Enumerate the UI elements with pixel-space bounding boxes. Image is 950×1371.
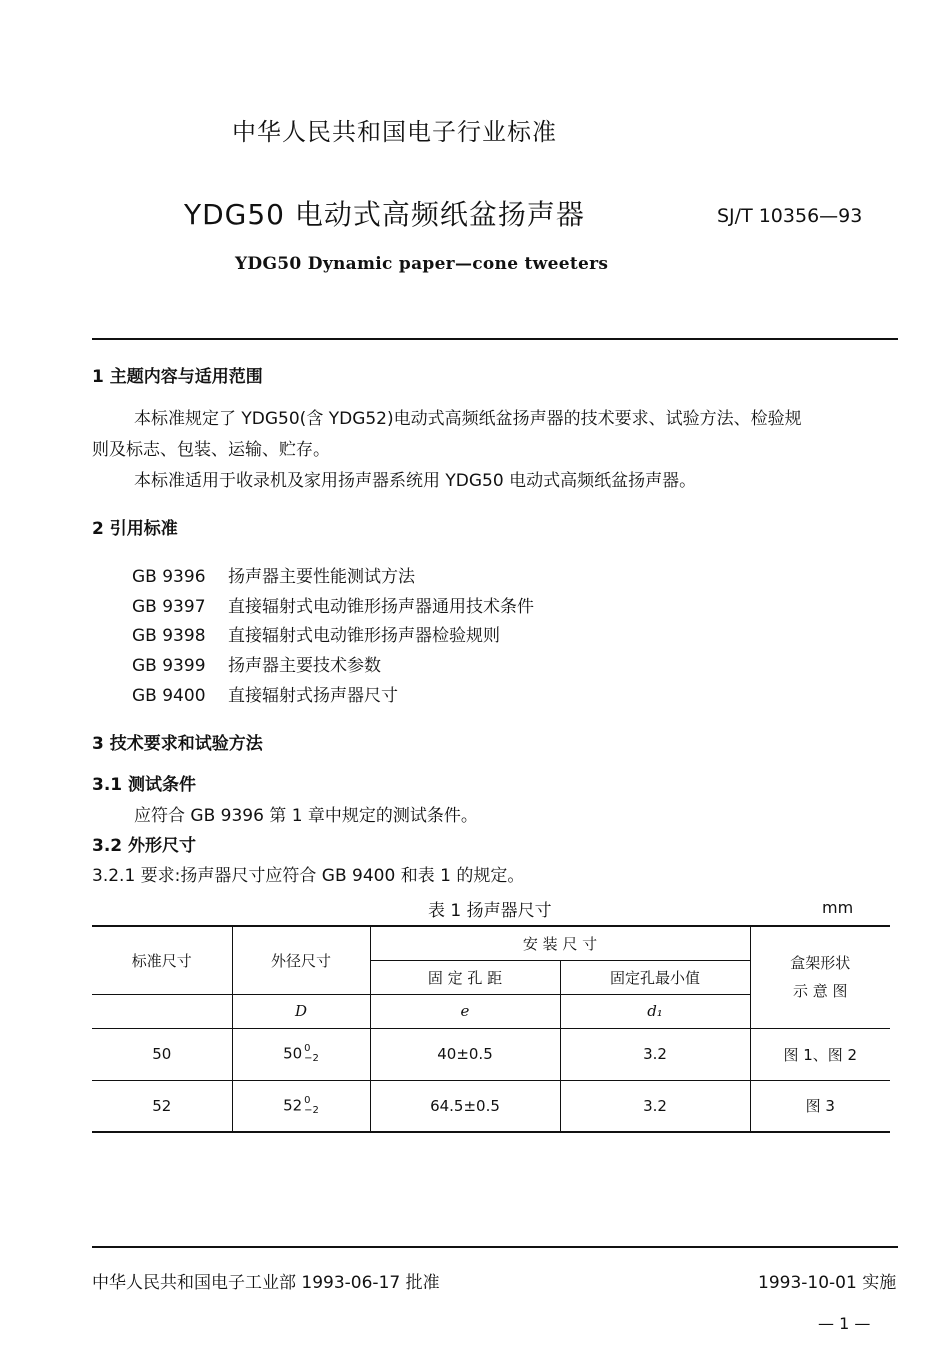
reference-title: 直接辐射式扬声器尺寸: [228, 686, 398, 706]
reference-code: GB 9398: [132, 626, 206, 646]
tolerance-lower: −2: [304, 1053, 319, 1064]
section-3-1-text: 应符合 GB 9396 第 1 章中规定的测试条件。: [134, 806, 478, 826]
cell-hole-min: 3.2: [560, 1080, 750, 1132]
header-mounting-dimensions: 安 装 尺 寸: [370, 926, 750, 960]
header-hole-pitch: 固 定 孔 距: [370, 960, 560, 994]
header-frame-shape-line-2: 示 意 图: [792, 982, 848, 1001]
header-std-size-blank: [92, 994, 232, 1028]
header-frame-shape: [750, 926, 890, 1028]
section-3-2-1-text: 3.2.1 要求:扬声器尺寸应符合 GB 9400 和表 1 的规定。: [92, 866, 525, 886]
reference-row: [132, 651, 381, 676]
section-1-para-1-line-2: 则及标志、包装、运输、贮存。: [92, 440, 330, 460]
top-rule: [92, 338, 898, 340]
section-1-para-2: 本标准适用于收录机及家用扬声器系统用 YDG50 电动式高频纸盆扬声器。: [134, 471, 697, 491]
reference-title: 直接辐射式电动锥形扬声器检验规则: [228, 626, 500, 646]
reference-row: [132, 562, 415, 587]
tolerance: [304, 1096, 319, 1116]
section-1-heading: 1 主题内容与适用范围: [92, 367, 263, 387]
reference-code: GB 9399: [132, 656, 206, 676]
section-1-para-1-line-1: 本标准规定了 YDG50(含 YDG52)电动式高频纸盆扬声器的技术要求、试验方法、检验规: [134, 409, 802, 429]
cell-std: 52: [92, 1080, 232, 1132]
english-title: YDG50 Dynamic paper—cone tweeters: [235, 254, 609, 274]
cell-D-value: 52: [283, 1096, 303, 1115]
tolerance: [304, 1044, 319, 1064]
reference-code: GB 9397: [132, 597, 206, 617]
section-3-2-heading: 3.2 外形尺寸: [92, 836, 197, 856]
header-std-size: 标准尺寸: [92, 926, 232, 994]
symbol-e: e: [370, 994, 560, 1028]
reference-row: [132, 621, 500, 646]
reference-title: 直接辐射式电动锥形扬声器通用技术条件: [228, 597, 534, 617]
cell-hole-pitch: 40±0.5: [370, 1028, 560, 1080]
effective-date: 1993-10-01 实施: [758, 1273, 897, 1293]
symbol-d1: d₁: [560, 994, 750, 1028]
document-title: YDG50 电动式高频纸盆扬声器: [184, 198, 585, 231]
cell-figure: 图 3: [805, 1097, 835, 1116]
cell-hole-pitch: 64.5±0.5: [370, 1080, 560, 1132]
table-row: [92, 1028, 890, 1080]
tolerance-lower: −2: [304, 1104, 319, 1116]
section-3-1-heading: 3.1 测试条件: [92, 775, 197, 795]
reference-code: GB 9396: [132, 567, 206, 587]
reference-title: 扬声器主要性能测试方法: [228, 567, 415, 587]
reference-row: [132, 592, 534, 617]
tolerance-upper: 0: [304, 1094, 311, 1106]
cell-hole-min: 3.2: [560, 1028, 750, 1080]
table-caption: 表 1 扬声器尺寸: [428, 901, 552, 921]
cell-std: 50: [92, 1028, 232, 1080]
reference-title: 扬声器主要技术参数: [228, 656, 381, 676]
page-number: — 1 —: [818, 1314, 871, 1333]
header-frame-shape-line-1: 盒架形状: [790, 954, 851, 973]
speaker-dimensions-table: [92, 925, 890, 1133]
cell-outer-diameter: [232, 1080, 370, 1132]
approval-statement: 中华人民共和国电子工业部 1993-06-17 批准: [92, 1273, 440, 1293]
section-3-heading: 3 技术要求和试验方法: [92, 734, 263, 754]
standard-org-title: 中华人民共和国电子行业标准: [232, 118, 557, 146]
cell-figure: 图 1、图 2: [750, 1028, 890, 1080]
header-outer-diameter: 外径尺寸: [232, 926, 370, 994]
symbol-D: D: [232, 994, 370, 1028]
table-row: [92, 1080, 890, 1132]
reference-code: GB 9400: [132, 686, 206, 706]
section-2-heading: 2 引用标准: [92, 519, 178, 539]
header-hole-min: 固定孔最小值: [560, 960, 750, 994]
standard-code: SJ/T 10356—93: [717, 205, 863, 227]
tolerance-upper: 0: [304, 1043, 311, 1054]
cell-D-value: 50: [283, 1044, 303, 1063]
bottom-rule: [92, 1246, 898, 1248]
reference-row: [132, 681, 398, 706]
cell-outer-diameter: [232, 1028, 370, 1080]
table-unit: mm: [822, 898, 854, 917]
